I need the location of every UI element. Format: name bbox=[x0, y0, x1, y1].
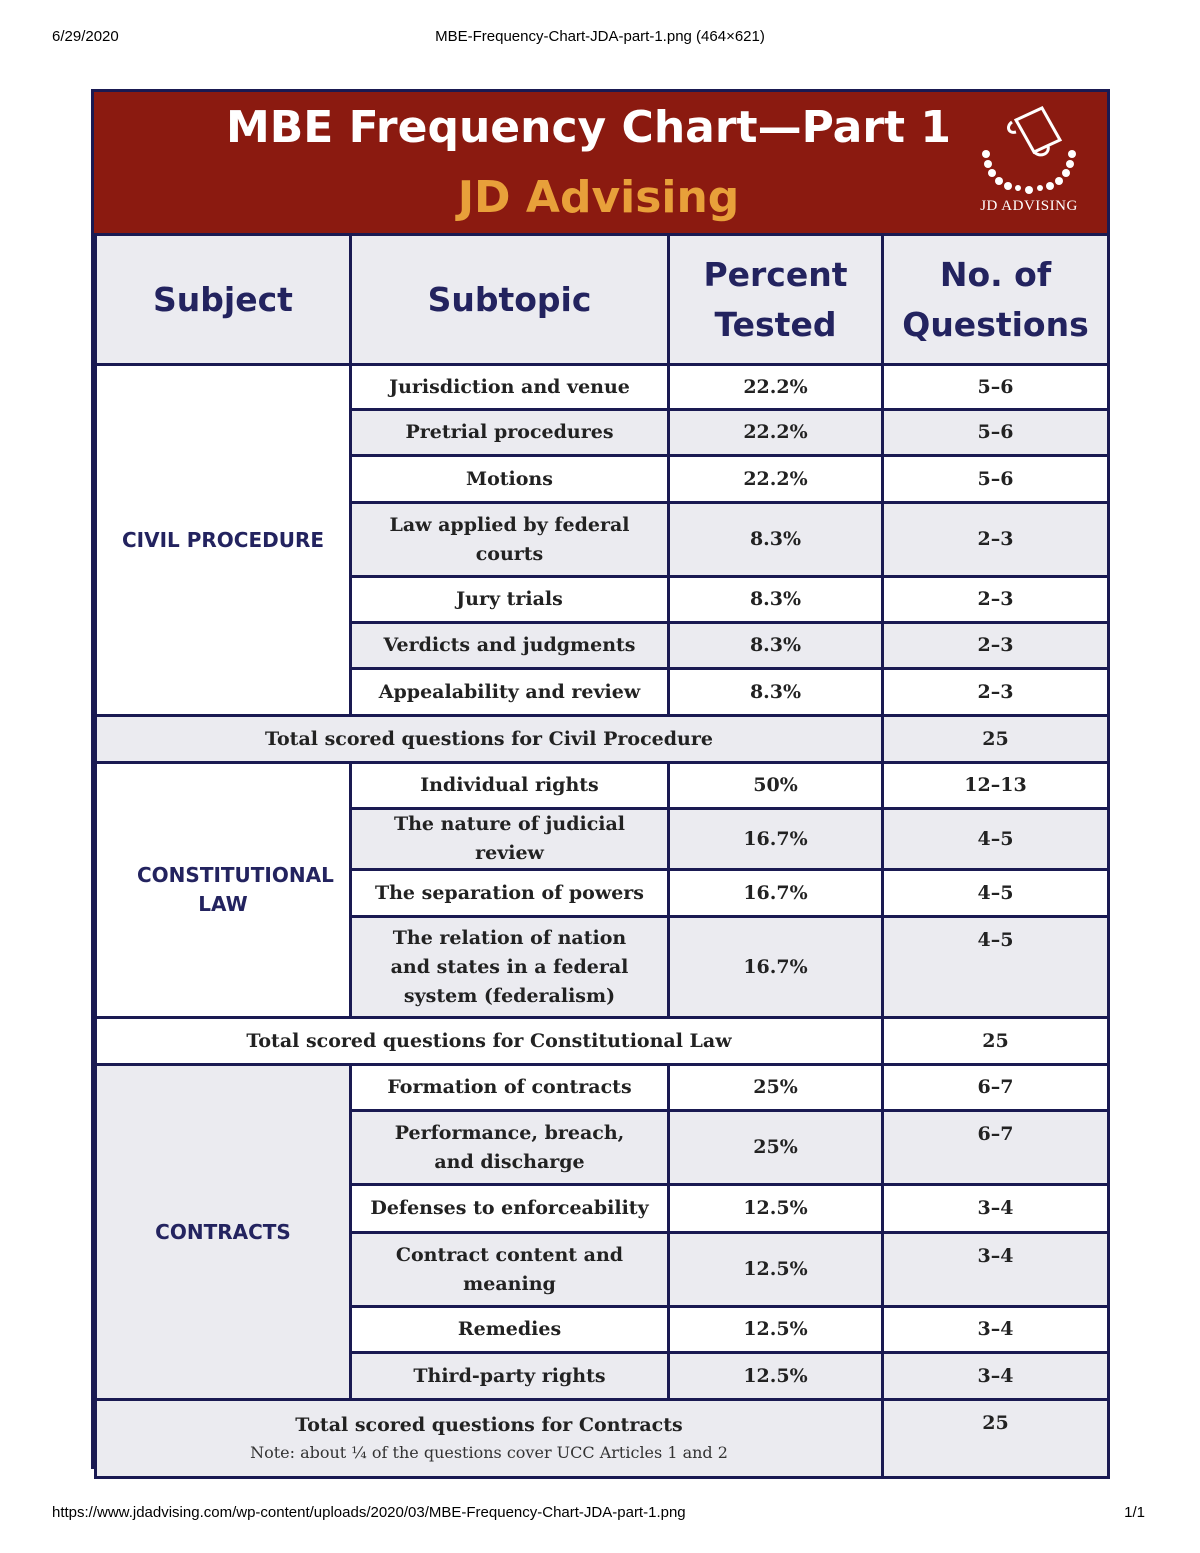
count-cell: 3–4 bbox=[883, 1307, 1109, 1353]
count-cell: 5–6 bbox=[883, 456, 1109, 503]
total-count: 25 bbox=[883, 1018, 1109, 1065]
subtopic-cell: Performance, breach, and discharge bbox=[351, 1111, 669, 1185]
subject-constitutional-law: CONSTITUTIONAL LAW bbox=[96, 763, 351, 1018]
total-count: 25 bbox=[883, 1400, 1109, 1478]
total-row-constitutional-law bbox=[96, 1018, 1109, 1065]
subtopic-cell: Appealability and review bbox=[351, 669, 669, 716]
col-subtopic: Subtopic bbox=[351, 235, 669, 365]
col-questions: No. of Questions bbox=[883, 235, 1109, 365]
print-url: https://www.jdadvising.com/wp-content/uploads/2020/03/MBE-Frequency-Chart-JDA-part-1.png bbox=[52, 1504, 686, 1521]
count-cell: 5–6 bbox=[883, 410, 1109, 456]
subject-contracts: CONTRACTS bbox=[96, 1065, 351, 1400]
jd-advising-logo bbox=[964, 102, 1094, 227]
frequency-table bbox=[94, 233, 1110, 1479]
percent-cell: 25% bbox=[669, 1065, 883, 1111]
table-row bbox=[96, 365, 1109, 410]
subtopic-cell: Defenses to enforceability bbox=[351, 1185, 669, 1233]
count-cell: 2–3 bbox=[883, 577, 1109, 623]
percent-cell: 16.7% bbox=[669, 870, 883, 917]
count-cell: 2–3 bbox=[883, 623, 1109, 669]
percent-cell: 25% bbox=[669, 1111, 883, 1185]
print-date: 6/29/2020 bbox=[52, 28, 119, 45]
ucc-note: Note: about ¼ of the questions cover UCC Articles 1 and 2 bbox=[250, 1443, 728, 1462]
percent-cell: 12.5% bbox=[669, 1185, 883, 1233]
percent-cell: 50% bbox=[669, 763, 883, 809]
count-cell: 4–5 bbox=[883, 870, 1109, 917]
count-cell: 4–5 bbox=[883, 917, 1109, 1018]
logo-text: JD ADVISING bbox=[980, 198, 1078, 214]
total-count: 25 bbox=[883, 716, 1109, 763]
subtopic-cell: Verdicts and judgments bbox=[351, 623, 669, 669]
subtopic-cell: Law applied by federal courts bbox=[351, 503, 669, 577]
percent-cell: 8.3% bbox=[669, 577, 883, 623]
print-title: MBE-Frequency-Chart-JDA-part-1.png (464×621) bbox=[435, 28, 765, 45]
count-cell: 2–3 bbox=[883, 503, 1109, 577]
percent-cell: 16.7% bbox=[669, 917, 883, 1018]
total-label-text: Total scored questions for Contracts bbox=[295, 1414, 683, 1436]
count-cell: 3–4 bbox=[883, 1353, 1109, 1400]
table-row bbox=[96, 763, 1109, 809]
col-percent: Percent Tested bbox=[669, 235, 883, 365]
subtopic-cell: Motions bbox=[351, 456, 669, 503]
header-row bbox=[96, 235, 1109, 365]
col-subject: Subject bbox=[96, 235, 351, 365]
count-cell: 4–5 bbox=[883, 809, 1109, 870]
percent-cell: 16.7% bbox=[669, 809, 883, 870]
count-cell: 5–6 bbox=[883, 365, 1109, 410]
subtopic-cell: Formation of contracts bbox=[351, 1065, 669, 1111]
subtopic-cell: Third-party rights bbox=[351, 1353, 669, 1400]
subject-civil-procedure: CIVIL PROCEDURE bbox=[96, 365, 351, 716]
chart-subtitle: JD Advising bbox=[457, 172, 740, 223]
subtopic-cell: Jurisdiction and venue bbox=[351, 365, 669, 410]
total-label bbox=[96, 1400, 883, 1478]
page-number: 1/1 bbox=[1124, 1504, 1145, 1521]
subtopic-cell: The nature of judicial review bbox=[351, 809, 669, 870]
frequency-chart bbox=[91, 89, 1110, 1469]
total-row-contracts bbox=[96, 1400, 1109, 1478]
total-label: Total scored questions for Constitutional Law bbox=[96, 1018, 883, 1065]
chart-title: MBE Frequency Chart—Part 1 bbox=[225, 102, 951, 153]
percent-cell: 12.5% bbox=[669, 1307, 883, 1353]
subtopic-cell: Remedies bbox=[351, 1307, 669, 1353]
total-label: Total scored questions for Civil Procedure bbox=[96, 716, 883, 763]
subtopic-cell: The separation of powers bbox=[351, 870, 669, 917]
count-cell: 6–7 bbox=[883, 1065, 1109, 1111]
count-cell: 2–3 bbox=[883, 669, 1109, 716]
count-cell: 3–4 bbox=[883, 1185, 1109, 1233]
percent-cell: 22.2% bbox=[669, 456, 883, 503]
print-header bbox=[0, 28, 1200, 48]
count-cell: 12–13 bbox=[883, 763, 1109, 809]
table-row bbox=[96, 1065, 1109, 1111]
percent-cell: 8.3% bbox=[669, 623, 883, 669]
percent-cell: 8.3% bbox=[669, 503, 883, 577]
percent-cell: 12.5% bbox=[669, 1233, 883, 1307]
percent-cell: 12.5% bbox=[669, 1353, 883, 1400]
chart-banner bbox=[94, 92, 1107, 233]
subtopic-cell: Jury trials bbox=[351, 577, 669, 623]
print-footer bbox=[0, 1504, 1200, 1524]
subtopic-cell: The relation of nation and states in a federal system (federalism) bbox=[351, 917, 669, 1018]
percent-cell: 22.2% bbox=[669, 365, 883, 410]
count-cell: 3–4 bbox=[883, 1233, 1109, 1307]
subtopic-cell: Pretrial procedures bbox=[351, 410, 669, 456]
total-row-civil-procedure bbox=[96, 716, 1109, 763]
subtopic-cell: Individual rights bbox=[351, 763, 669, 809]
percent-cell: 22.2% bbox=[669, 410, 883, 456]
percent-cell: 8.3% bbox=[669, 669, 883, 716]
subtopic-cell: Contract content and meaning bbox=[351, 1233, 669, 1307]
count-cell: 6–7 bbox=[883, 1111, 1109, 1185]
scroll-laurel-icon bbox=[964, 102, 1094, 198]
